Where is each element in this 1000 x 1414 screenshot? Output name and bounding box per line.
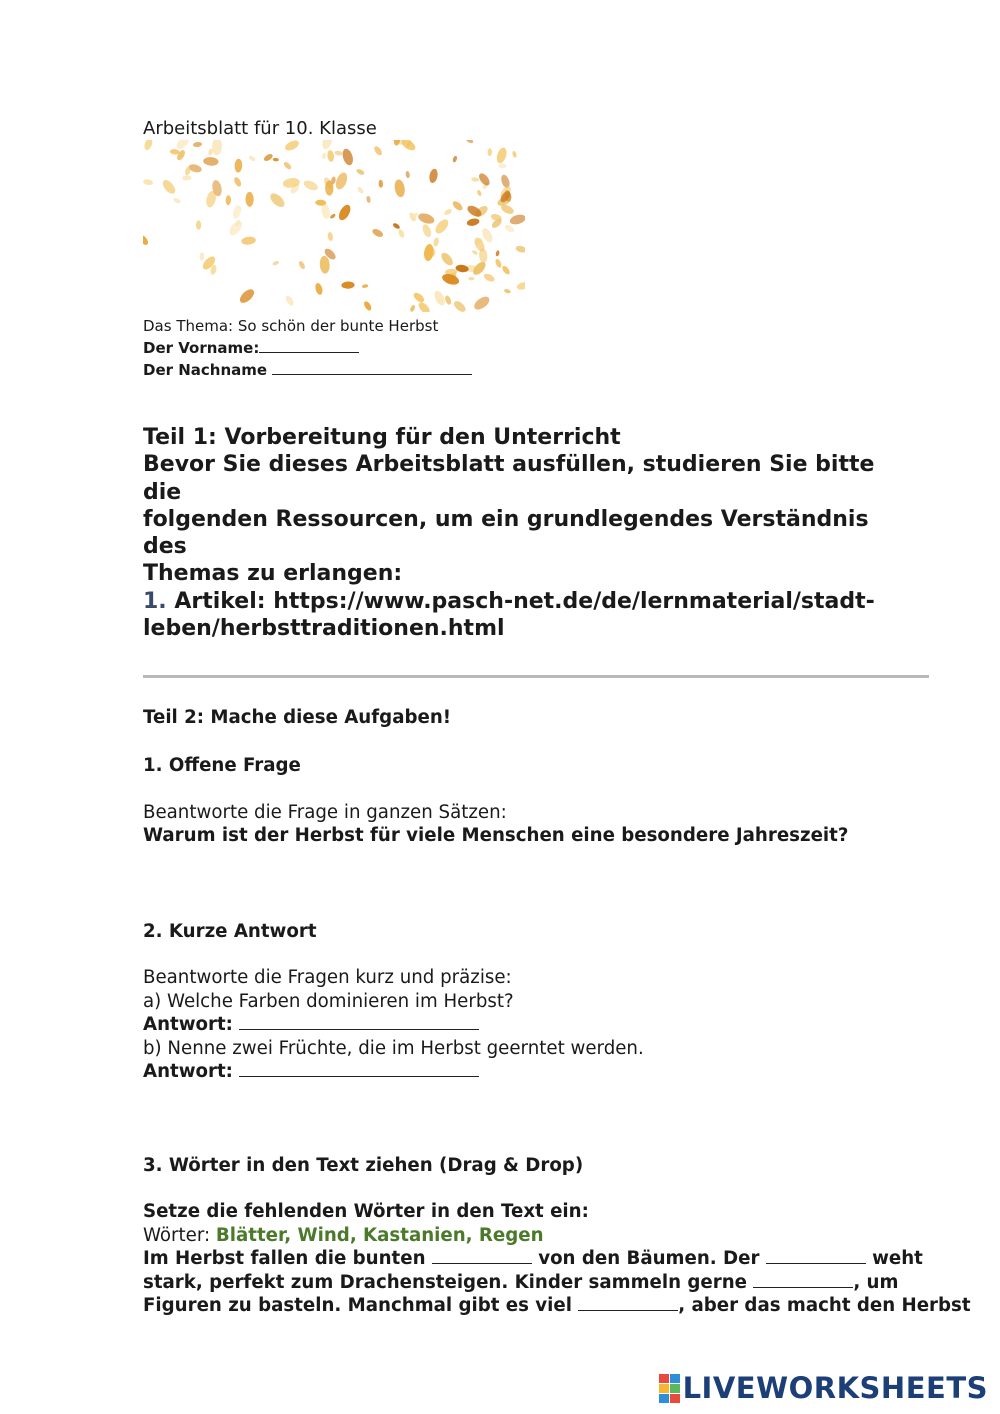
word-bank xyxy=(143,1225,544,1246)
leaf-shape xyxy=(362,284,369,289)
answer-label: Antwort: xyxy=(143,1014,233,1035)
blank-4-dropzone[interactable] xyxy=(578,1296,678,1311)
section-divider xyxy=(143,675,929,678)
leaf-shape xyxy=(472,294,492,312)
leaf-shape xyxy=(495,250,500,257)
leaf-shape xyxy=(231,204,243,219)
leaf-shape xyxy=(356,168,366,176)
resource-link[interactable]: Artikel: https://www.pasch-net.de/de/lernmaterial/stadt- xyxy=(166,588,875,614)
leaf-shape xyxy=(417,211,436,225)
leaf-shape xyxy=(397,228,405,238)
leaf-shape xyxy=(495,146,508,164)
topic-line: Das Thema: So schön der bunte Herbst xyxy=(143,317,439,335)
leaf-shape xyxy=(225,195,231,205)
leaf-shape xyxy=(483,272,496,283)
lastname-input[interactable] xyxy=(272,360,472,375)
lastname-label: Der Nachname xyxy=(143,361,268,379)
leaf-shape xyxy=(501,265,511,276)
firstname-label: Der Vorname: xyxy=(143,339,260,357)
leaf-shape xyxy=(327,232,333,242)
leaf-shape xyxy=(357,186,365,195)
leaf-shape xyxy=(487,148,492,156)
worksheet-title: Arbeitsblatt für 10. Klasse xyxy=(143,118,377,139)
leaf-shape xyxy=(476,189,482,196)
leaf-shape xyxy=(421,223,433,238)
leaf-shape xyxy=(245,192,253,207)
leaf-shape xyxy=(452,299,467,312)
answer-b-input[interactable] xyxy=(239,1062,479,1077)
leaf-shape xyxy=(320,203,330,219)
leaf-shape xyxy=(366,196,371,204)
leaf-shape xyxy=(241,236,256,246)
q1-heading: 1. Offene Frage xyxy=(143,755,301,776)
leaf-shape xyxy=(193,141,203,147)
leaf-shape xyxy=(432,289,447,307)
leaf-shape xyxy=(143,140,154,151)
leaf-shape xyxy=(516,281,525,291)
cloze-text: , um xyxy=(853,1272,899,1293)
cloze-line xyxy=(143,1272,898,1293)
brand-name: LIVEWORKSHEETS xyxy=(682,1371,988,1405)
cloze-text: Figuren zu basteln. Manchmal gibt es viel xyxy=(143,1295,579,1316)
leaf-shape xyxy=(302,179,319,193)
leaf-shape xyxy=(227,219,244,238)
leaf-shape xyxy=(466,217,480,227)
firstname-input[interactable] xyxy=(259,338,359,353)
leaf-shape xyxy=(503,223,515,234)
leaf-shape xyxy=(515,245,525,254)
leaf-shape xyxy=(409,304,416,312)
leaf-shape xyxy=(371,227,384,238)
leaf-shape xyxy=(143,233,150,246)
resource-number: 1. xyxy=(143,588,167,614)
firstname-row xyxy=(143,337,359,359)
leaf-shape xyxy=(471,177,479,182)
leaf-shape xyxy=(439,251,455,268)
leaf-shape xyxy=(412,291,426,304)
leaf-shape xyxy=(284,140,301,153)
leaf-shape xyxy=(363,300,373,312)
part1-text-line: Themas zu erlangen: xyxy=(143,561,403,587)
q1-question: Warum ist der Herbst für viele Menschen eine besondere Jahreszeit? xyxy=(143,825,849,846)
leaf-shape xyxy=(196,220,202,230)
leaf-shape xyxy=(504,288,512,294)
leaf-shape xyxy=(327,150,335,163)
cloze-text: von den Bäumen. Der xyxy=(531,1248,766,1269)
cloze-text: weht xyxy=(865,1248,923,1269)
cloze-text: , aber das macht den Herbst xyxy=(678,1295,971,1316)
leaf-shape xyxy=(452,155,458,163)
leaf-shape xyxy=(443,208,452,216)
q2-question-b: b) Nenne zwei Früchte, die im Herbst geerntet werden. xyxy=(143,1038,644,1059)
leaf-shape xyxy=(405,171,410,179)
resource-item xyxy=(143,588,903,615)
q2-question-a: a) Welche Farben dominieren im Herbst? xyxy=(143,991,514,1012)
leaf-shape xyxy=(392,222,401,230)
leaf-shape xyxy=(465,140,474,144)
blank-2-dropzone[interactable] xyxy=(766,1249,866,1264)
blank-1-dropzone[interactable] xyxy=(432,1249,532,1264)
leaf-shape xyxy=(272,260,280,266)
leaf-shape xyxy=(175,140,192,151)
leaf-shape xyxy=(399,140,417,153)
q2-answer-row-b xyxy=(143,1061,479,1082)
leaf-shape xyxy=(378,180,383,188)
leaf-shape xyxy=(268,191,287,210)
lastname-row xyxy=(143,359,472,381)
word-bank-label: Wörter: xyxy=(143,1225,216,1246)
resource-link-cont[interactable]: leben/herbsttraditionen.html xyxy=(143,616,505,642)
answer-label: Antwort: xyxy=(143,1061,233,1082)
leaf-shape xyxy=(423,243,435,261)
leaf-shape xyxy=(471,249,478,255)
part1-heading: Teil 1: Vorbereitung für den Unterricht xyxy=(143,425,621,450)
leaf-shape xyxy=(263,153,274,163)
leaf-shape xyxy=(182,175,191,180)
liveworksheets-logo-icon xyxy=(659,1374,679,1402)
leaf-shape xyxy=(298,260,307,270)
leaf-shape xyxy=(373,145,384,157)
blank-3-dropzone[interactable] xyxy=(753,1273,853,1288)
cloze-line xyxy=(143,1248,923,1269)
leaf-shape xyxy=(234,159,242,173)
leaf-shape xyxy=(509,213,525,226)
word-bank-words[interactable]: Blätter, Wind, Kastanien, Regen xyxy=(215,1225,544,1246)
part2-title: Teil 2: Mache diese Aufgaben! xyxy=(143,707,452,728)
cloze-text: stark, perfekt zum Drachensteigen. Kinder sammeln gerne xyxy=(143,1272,754,1293)
q2-answer-row-a xyxy=(143,1014,479,1035)
leaf-shape xyxy=(233,176,243,188)
cloze-text: Im Herbst fallen die bunten xyxy=(143,1248,432,1269)
leaf-shape xyxy=(498,164,506,169)
leaf-shape xyxy=(173,197,182,204)
leaf-shape xyxy=(273,158,279,162)
leaf-shape xyxy=(319,255,330,273)
q3-heading: 3. Wörter in den Text ziehen (Drag & Drop) xyxy=(143,1155,584,1176)
answer-a-input[interactable] xyxy=(239,1015,479,1030)
leaf-shape xyxy=(238,287,257,306)
leaf-shape xyxy=(248,155,256,162)
leaf-shape xyxy=(393,179,406,198)
leaf-shape xyxy=(314,282,323,295)
leaf-shape xyxy=(512,151,517,159)
part1-text-line: folgenden Ressourcen, um ein grundlegendes Verständnis des xyxy=(143,506,869,560)
cloze-line xyxy=(143,1295,971,1316)
leaf-shape xyxy=(433,217,451,236)
leaf-shape xyxy=(322,152,327,159)
q2-heading: 2. Kurze Antwort xyxy=(143,921,317,942)
leaf-shape xyxy=(428,168,439,184)
q3-instruction: Setze die fehlenden Wörter in den Text ein: xyxy=(143,1201,589,1222)
leaf-shape xyxy=(199,252,204,261)
leaf-shape xyxy=(329,213,336,219)
part1-text-line: Bevor Sie dieses Arbeitsblatt ausfüllen, studieren Sie bitte die xyxy=(143,452,875,505)
part1-block xyxy=(143,424,903,642)
q2-instruction: Beantworte die Fragen kurz und präzise: xyxy=(143,967,512,988)
leaf-shape xyxy=(284,294,295,306)
leaf-shape xyxy=(337,203,353,222)
q1-instruction: Beantworte die Frage in ganzen Sätzen: xyxy=(143,802,507,823)
leaf-shape xyxy=(341,281,354,289)
leaf-shape xyxy=(444,295,452,306)
leaf-shape xyxy=(334,171,350,191)
leaf-shape xyxy=(417,300,432,312)
leaf-shape xyxy=(212,140,223,156)
leaf-shape xyxy=(203,157,219,167)
leaf-shape xyxy=(494,258,502,268)
leaf-shape xyxy=(143,179,153,186)
leaf-shape xyxy=(321,140,334,151)
leaf-shape xyxy=(160,178,177,196)
leaf-shape xyxy=(283,161,293,171)
liveworksheets-brand[interactable] xyxy=(659,1370,988,1406)
leaf-shape xyxy=(341,147,355,166)
leaf-shape xyxy=(451,200,464,212)
leaf-shape xyxy=(334,150,343,156)
leaf-shape xyxy=(468,277,474,281)
leaf-shape xyxy=(433,237,440,247)
autumn-leaves-image xyxy=(143,140,525,312)
